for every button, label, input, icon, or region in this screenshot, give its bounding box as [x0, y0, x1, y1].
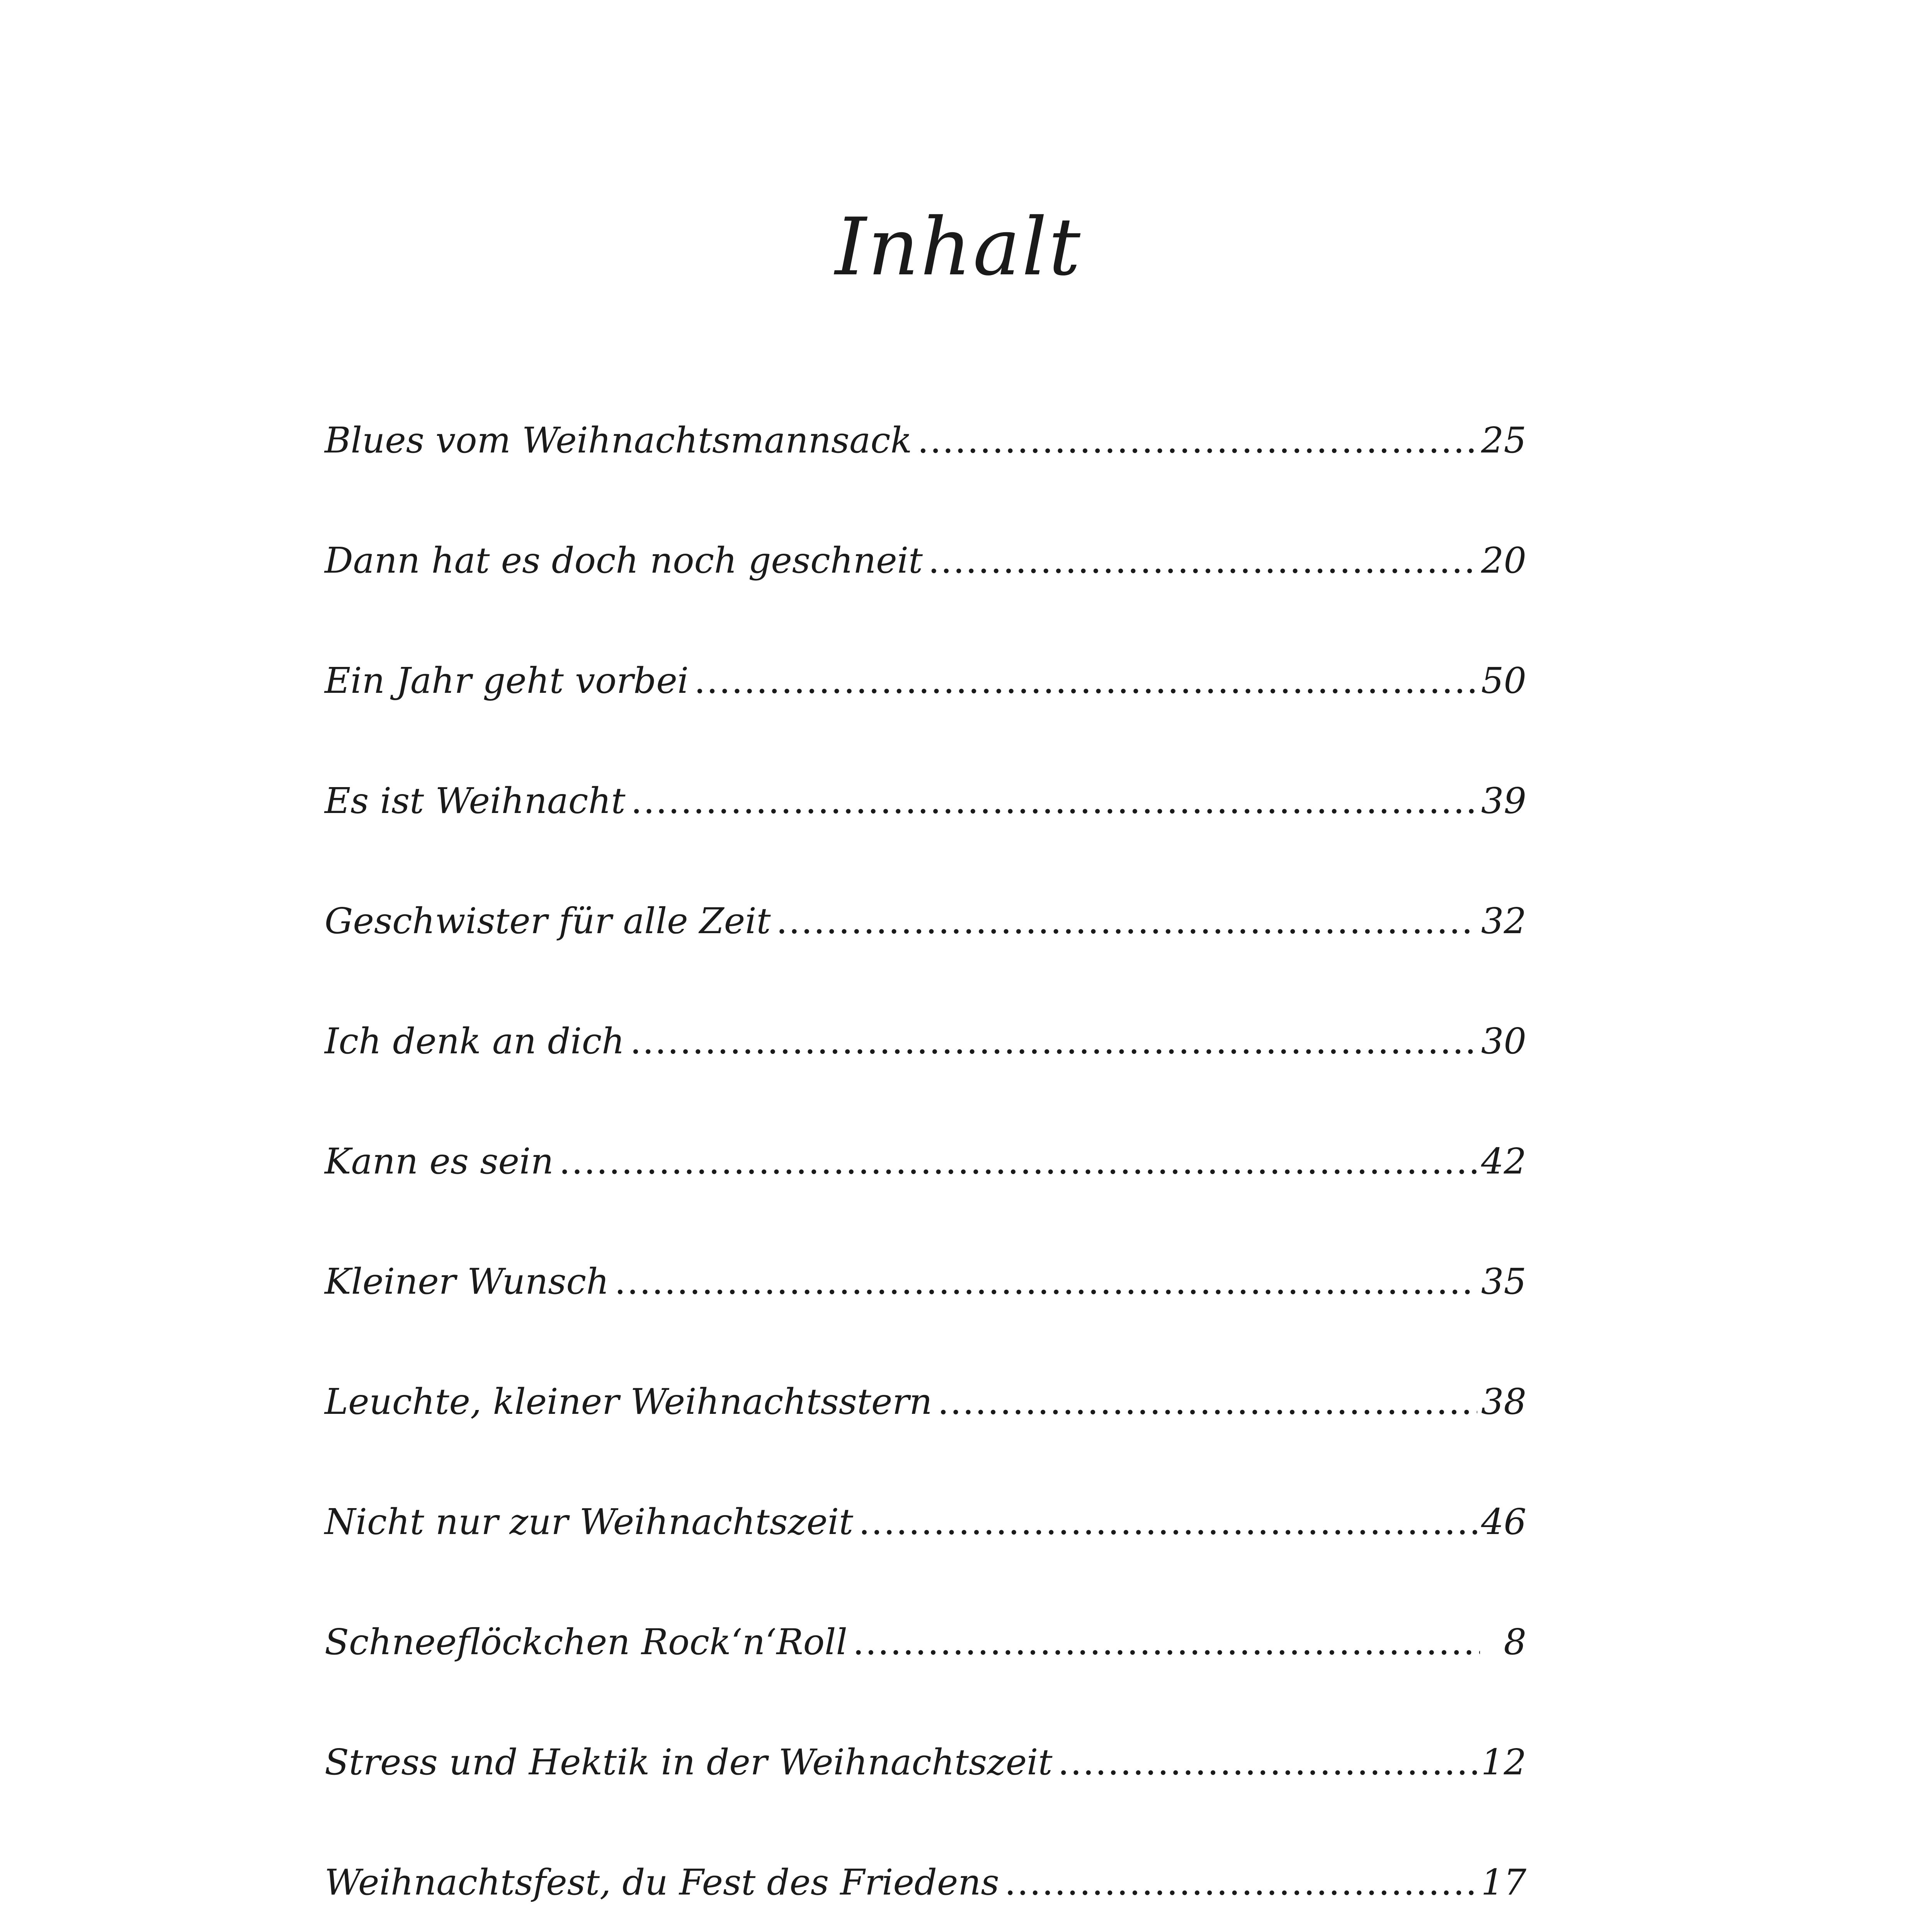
toc-entry: [325, 1010, 1526, 1131]
dot-leader: [859, 1491, 1477, 1553]
dot-leader: [559, 1131, 1477, 1192]
toc-page-number: 38: [1481, 1381, 1526, 1422]
toc-page-number: 32: [1481, 900, 1526, 942]
toc-entry-title: Blues vom Weihnachtsmannsack: [325, 420, 912, 461]
toc-page-number: 50: [1481, 660, 1526, 701]
toc-entry: [325, 1491, 1526, 1611]
dot-leader: [928, 530, 1477, 592]
toc-page-number: 12: [1481, 1742, 1526, 1783]
dot-leader: [631, 770, 1477, 832]
toc-page-number: 8: [1504, 1621, 1526, 1663]
toc-entry: [325, 1852, 1526, 1932]
toc-entry: [325, 1611, 1526, 1731]
toc-entry: [325, 1251, 1526, 1371]
dot-leader: [917, 410, 1477, 471]
toc-entry-title: Kleiner Wunsch: [325, 1261, 609, 1302]
toc-entry: [325, 410, 1526, 530]
toc-entry: [325, 1371, 1526, 1491]
dot-leader: [1005, 1852, 1477, 1913]
dot-leader: [614, 1251, 1477, 1313]
toc-entry-title: Schneeflöckchen Rock‘n‘Roll: [325, 1621, 847, 1663]
dot-leader: [776, 890, 1477, 952]
toc-entry-title: Weihnachtsfest, du Fest des Friedens: [325, 1862, 999, 1903]
toc-page-number: 46: [1481, 1501, 1526, 1543]
toc-entry-title: Dann hat es doch noch geschneit: [325, 540, 923, 581]
page-title: Inhalt: [835, 201, 1082, 293]
toc-page-number: 42: [1481, 1141, 1526, 1182]
toc-entry: [325, 770, 1526, 890]
toc-entry-title: Kann es sein: [325, 1141, 554, 1182]
toc-entry-title: Ich denk an dich: [325, 1020, 625, 1062]
toc-entry: [325, 890, 1526, 1010]
toc-entry-title: Es ist Weihnacht: [325, 780, 626, 821]
toc-page-number: 20: [1481, 540, 1526, 581]
toc-entry: [325, 1731, 1526, 1852]
dot-leader: [853, 1611, 1480, 1673]
dot-leader: [694, 650, 1477, 712]
toc-page-number: 25: [1481, 420, 1526, 461]
toc-entry: [325, 530, 1526, 650]
toc-page-number: 35: [1481, 1261, 1526, 1302]
dot-leader: [938, 1371, 1477, 1433]
toc-page-number: 17: [1481, 1862, 1526, 1903]
dot-leader: [630, 1010, 1477, 1072]
toc-entry: [325, 650, 1526, 770]
toc-entry-title: Stress und Hektik in der Weihnachtszeit: [325, 1742, 1053, 1783]
toc-entry: [325, 1131, 1526, 1251]
toc-page-number: 39: [1481, 780, 1526, 821]
toc-page-number: 30: [1481, 1020, 1526, 1062]
toc-entry-title: Leuchte, kleiner Weihnachtsstern: [325, 1381, 932, 1422]
table-of-contents: [325, 410, 1526, 1932]
toc-entry-title: Ein Jahr geht vorbei: [325, 660, 689, 701]
toc-entry-title: Nicht nur zur Weihnachtszeit: [325, 1501, 854, 1543]
dot-leader: [1058, 1731, 1477, 1793]
toc-entry-title: Geschwister für alle Zeit: [325, 900, 771, 942]
